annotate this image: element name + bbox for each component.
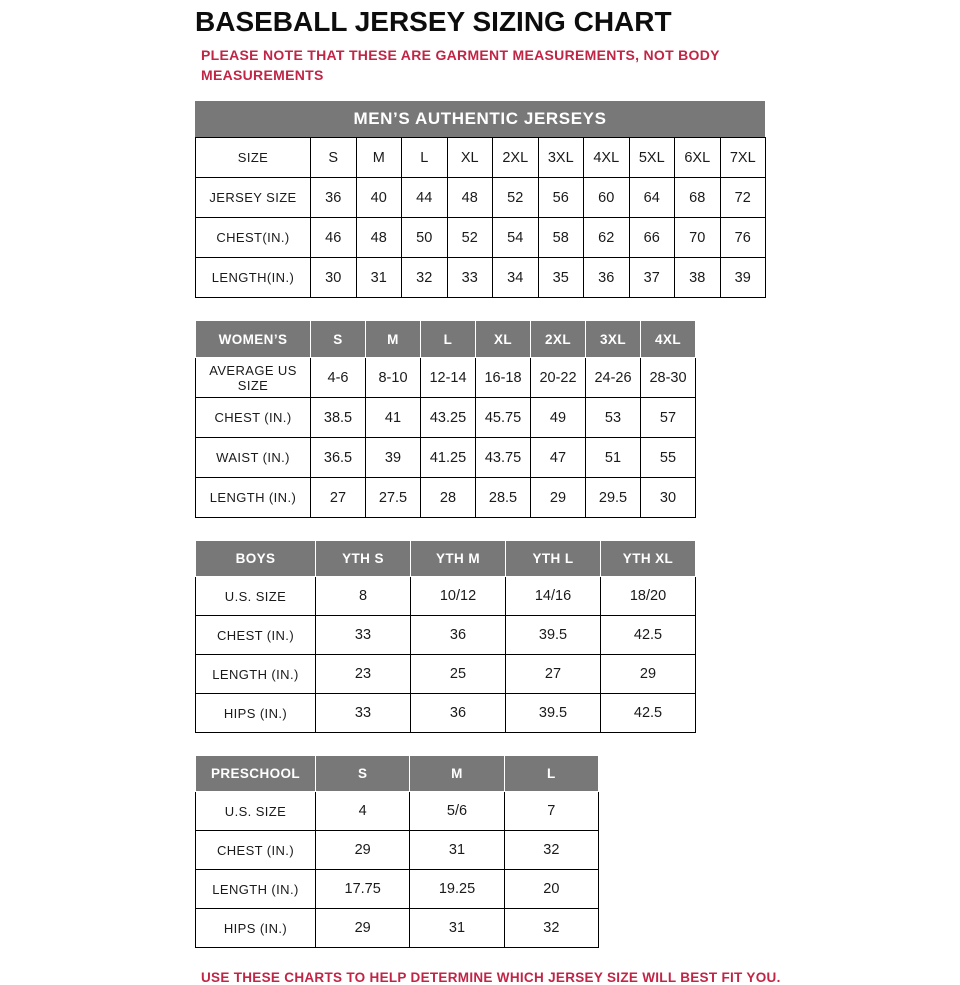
value-cell: 36: [311, 178, 357, 218]
value-cell: 17.75: [316, 870, 410, 909]
value-cell: 41: [366, 398, 421, 438]
womens-sizing-table: [195, 320, 696, 518]
value-cell: XL: [447, 138, 493, 178]
value-cell: L: [402, 138, 448, 178]
value-cell: 36: [584, 258, 630, 298]
value-cell: 36: [411, 694, 506, 733]
value-cell: 29.5: [586, 478, 641, 518]
row-label-cell: AVERAGE US SIZE: [196, 358, 311, 398]
value-cell: 16-18: [476, 358, 531, 398]
value-cell: 8: [316, 577, 411, 616]
mens-table-section: [195, 101, 960, 298]
table-row: [196, 358, 696, 398]
value-cell: 44: [402, 178, 448, 218]
table-row: [196, 792, 599, 831]
table-row: [196, 398, 696, 438]
table-row: [196, 438, 696, 478]
value-cell: 33: [447, 258, 493, 298]
value-cell: 2XL: [493, 138, 539, 178]
row-label-cell: SIZE: [196, 138, 311, 178]
header-size-cell: S: [311, 321, 366, 358]
value-cell: 28: [421, 478, 476, 518]
header-size-cell: 2XL: [531, 321, 586, 358]
value-cell: 46: [311, 218, 357, 258]
row-label-cell: LENGTH (IN.): [196, 478, 311, 518]
row-label-cell: LENGTH (IN.): [196, 870, 316, 909]
mens-table-title-bar: MEN’S AUTHENTIC JERSEYS: [195, 101, 765, 137]
value-cell: 66: [629, 218, 675, 258]
value-cell: 36.5: [311, 438, 366, 478]
header-label-cell: BOYS: [196, 541, 316, 577]
value-cell: 47: [531, 438, 586, 478]
value-cell: 29: [316, 909, 410, 948]
value-cell: 58: [538, 218, 584, 258]
boys-table-host: [195, 540, 960, 733]
value-cell: 62: [584, 218, 630, 258]
header-size-cell: YTH XL: [601, 541, 696, 577]
value-cell: 48: [356, 218, 402, 258]
footer-note: USE THESE CHARTS TO HELP DETERMINE WHICH JERSEY SIZE WILL BEST FIT YOU.: [201, 970, 781, 985]
header-row: [196, 756, 599, 792]
value-cell: 12-14: [421, 358, 476, 398]
value-cell: 20: [504, 870, 598, 909]
value-cell: 30: [641, 478, 696, 518]
table-row: [196, 138, 766, 178]
value-cell: 54: [493, 218, 539, 258]
value-cell: 5XL: [629, 138, 675, 178]
value-cell: 29: [601, 655, 696, 694]
value-cell: 28-30: [641, 358, 696, 398]
table-row: [196, 870, 599, 909]
header-size-cell: L: [421, 321, 476, 358]
value-cell: 50: [402, 218, 448, 258]
value-cell: 31: [410, 909, 504, 948]
value-cell: 49: [531, 398, 586, 438]
value-cell: 28.5: [476, 478, 531, 518]
value-cell: 10/12: [411, 577, 506, 616]
row-label-cell: CHEST(IN.): [196, 218, 311, 258]
value-cell: 51: [586, 438, 641, 478]
value-cell: 52: [447, 218, 493, 258]
row-label-cell: JERSEY SIZE: [196, 178, 311, 218]
value-cell: 39.5: [506, 616, 601, 655]
value-cell: 31: [410, 831, 504, 870]
row-label-cell: HIPS (IN.): [196, 909, 316, 948]
row-label-cell: CHEST (IN.): [196, 398, 311, 438]
value-cell: 33: [316, 616, 411, 655]
table-row: [196, 577, 696, 616]
value-cell: 4XL: [584, 138, 630, 178]
value-cell: 55: [641, 438, 696, 478]
value-cell: M: [356, 138, 402, 178]
value-cell: 4: [316, 792, 410, 831]
value-cell: 7XL: [720, 138, 766, 178]
table-row: [196, 478, 696, 518]
value-cell: 29: [531, 478, 586, 518]
value-cell: 72: [720, 178, 766, 218]
mens-sizing-table: [195, 137, 766, 298]
value-cell: 43.25: [421, 398, 476, 438]
value-cell: 39: [720, 258, 766, 298]
value-cell: 48: [447, 178, 493, 218]
value-cell: 4-6: [311, 358, 366, 398]
row-label-cell: HIPS (IN.): [196, 694, 316, 733]
value-cell: 14/16: [506, 577, 601, 616]
value-cell: 45.75: [476, 398, 531, 438]
row-label-cell: WAIST (IN.): [196, 438, 311, 478]
womens-table-host: [195, 320, 960, 518]
value-cell: 35: [538, 258, 584, 298]
value-cell: 29: [316, 831, 410, 870]
value-cell: 32: [402, 258, 448, 298]
value-cell: 76: [720, 218, 766, 258]
value-cell: 32: [504, 909, 598, 948]
value-cell: 32: [504, 831, 598, 870]
womens-table-section: [195, 320, 960, 518]
garment-measurement-note: PLEASE NOTE THAT THESE ARE GARMENT MEASUREMENTS, NOT BODY MEASUREMENTS: [201, 47, 720, 83]
value-cell: 42.5: [601, 616, 696, 655]
value-cell: 39.5: [506, 694, 601, 733]
value-cell: 36: [411, 616, 506, 655]
value-cell: 30: [311, 258, 357, 298]
value-cell: 40: [356, 178, 402, 218]
header-size-cell: M: [366, 321, 421, 358]
header-size-cell: YTH M: [411, 541, 506, 577]
value-cell: 25: [411, 655, 506, 694]
table-row: [196, 178, 766, 218]
table-row: [196, 831, 599, 870]
header-size-cell: 3XL: [586, 321, 641, 358]
value-cell: 53: [586, 398, 641, 438]
page-title: BASEBALL JERSEY SIZING CHART: [195, 6, 672, 37]
value-cell: 42.5: [601, 694, 696, 733]
value-cell: 38: [675, 258, 721, 298]
value-cell: 43.75: [476, 438, 531, 478]
value-cell: 70: [675, 218, 721, 258]
value-cell: 34: [493, 258, 539, 298]
value-cell: 60: [584, 178, 630, 218]
value-cell: 27.5: [366, 478, 421, 518]
header-size-cell: XL: [476, 321, 531, 358]
row-label-cell: U.S. SIZE: [196, 577, 316, 616]
header-size-cell: YTH S: [316, 541, 411, 577]
preschool-sizing-table: [195, 755, 599, 948]
value-cell: 38.5: [311, 398, 366, 438]
header-label-cell: WOMEN’S: [196, 321, 311, 358]
value-cell: 24-26: [586, 358, 641, 398]
value-cell: 6XL: [675, 138, 721, 178]
row-label-cell: CHEST (IN.): [196, 831, 316, 870]
preschool-table-section: [195, 755, 960, 948]
value-cell: 27: [311, 478, 366, 518]
value-cell: 23: [316, 655, 411, 694]
header-size-cell: S: [316, 756, 410, 792]
value-cell: 33: [316, 694, 411, 733]
row-label-cell: U.S. SIZE: [196, 792, 316, 831]
mens-table-host: [195, 137, 960, 298]
table-row: [196, 694, 696, 733]
value-cell: 8-10: [366, 358, 421, 398]
value-cell: 31: [356, 258, 402, 298]
value-cell: 64: [629, 178, 675, 218]
table-row: [196, 655, 696, 694]
boys-table-section: [195, 540, 960, 733]
value-cell: S: [311, 138, 357, 178]
value-cell: 68: [675, 178, 721, 218]
value-cell: 41.25: [421, 438, 476, 478]
value-cell: 27: [506, 655, 601, 694]
value-cell: 52: [493, 178, 539, 218]
value-cell: 37: [629, 258, 675, 298]
row-label-cell: LENGTH (IN.): [196, 655, 316, 694]
value-cell: 20-22: [531, 358, 586, 398]
value-cell: 56: [538, 178, 584, 218]
value-cell: 39: [366, 438, 421, 478]
table-row: [196, 909, 599, 948]
table-row: [196, 258, 766, 298]
preschool-table-host: [195, 755, 960, 948]
value-cell: 19.25: [410, 870, 504, 909]
value-cell: 57: [641, 398, 696, 438]
header-label-cell: PRESCHOOL: [196, 756, 316, 792]
header-size-cell: 4XL: [641, 321, 696, 358]
table-row: [196, 616, 696, 655]
value-cell: 3XL: [538, 138, 584, 178]
row-label-cell: CHEST (IN.): [196, 616, 316, 655]
header-size-cell: L: [504, 756, 598, 792]
table-row: [196, 218, 766, 258]
boys-sizing-table: [195, 540, 696, 733]
value-cell: 7: [504, 792, 598, 831]
row-label-cell: LENGTH(IN.): [196, 258, 311, 298]
header-size-cell: M: [410, 756, 504, 792]
header-size-cell: YTH L: [506, 541, 601, 577]
header-row: [196, 541, 696, 577]
value-cell: 5/6: [410, 792, 504, 831]
header-row: [196, 321, 696, 358]
value-cell: 18/20: [601, 577, 696, 616]
